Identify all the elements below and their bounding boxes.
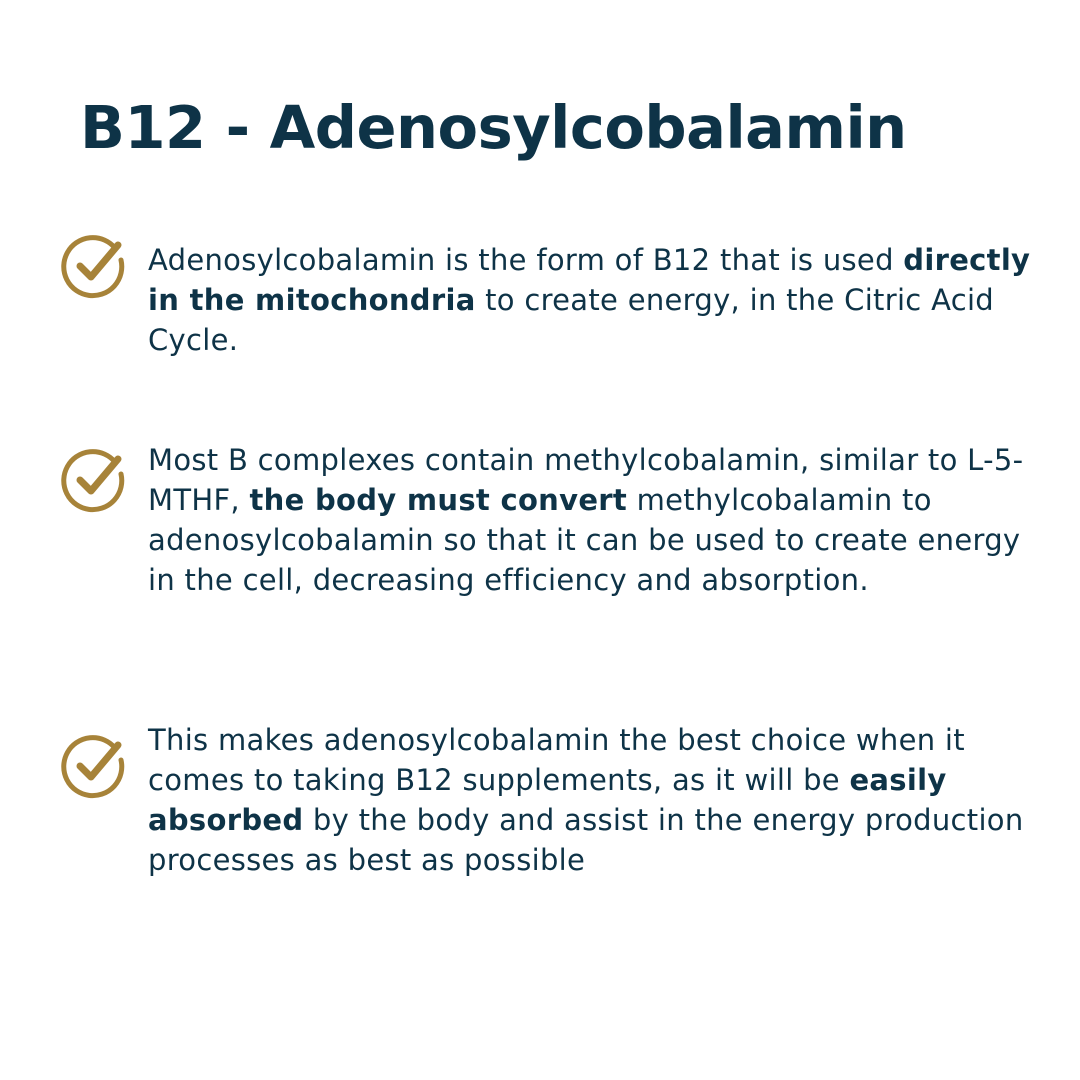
emphasis-text: easily absorbed bbox=[148, 763, 947, 837]
text-segment: by the body and assist in the energy production processes as best as possible bbox=[148, 803, 1024, 877]
list-item-text bbox=[148, 440, 1038, 600]
text-segment: This makes adenosylcobalamin the best choice when it comes to taking B12 supplements, as it will be bbox=[148, 723, 965, 797]
text-segment: methylcobalamin to adenosylcobalamin so that it can be used to create energy in the cell, decreasing efficiency and absorption. bbox=[148, 483, 1021, 597]
emphasis-text: the body must convert bbox=[249, 483, 628, 517]
text-segment: to create energy, in the Citric Acid Cycle. bbox=[148, 283, 995, 357]
list-item-text bbox=[148, 720, 1038, 880]
check-circle-icon bbox=[60, 232, 128, 300]
text-segment: Most B complexes contain methylcobalamin, similar to L-5-MTHF, bbox=[148, 443, 1024, 517]
check-circle-icon bbox=[60, 732, 128, 800]
emphasis-text: directly in the mitochondria bbox=[148, 243, 1031, 317]
text-segment: Adenosylcobalamin is the form of B12 that is used bbox=[148, 243, 904, 277]
check-circle-icon bbox=[60, 446, 128, 514]
list-item-text bbox=[148, 240, 1038, 360]
page-title: B12 - Adenosylcobalamin bbox=[80, 93, 907, 162]
